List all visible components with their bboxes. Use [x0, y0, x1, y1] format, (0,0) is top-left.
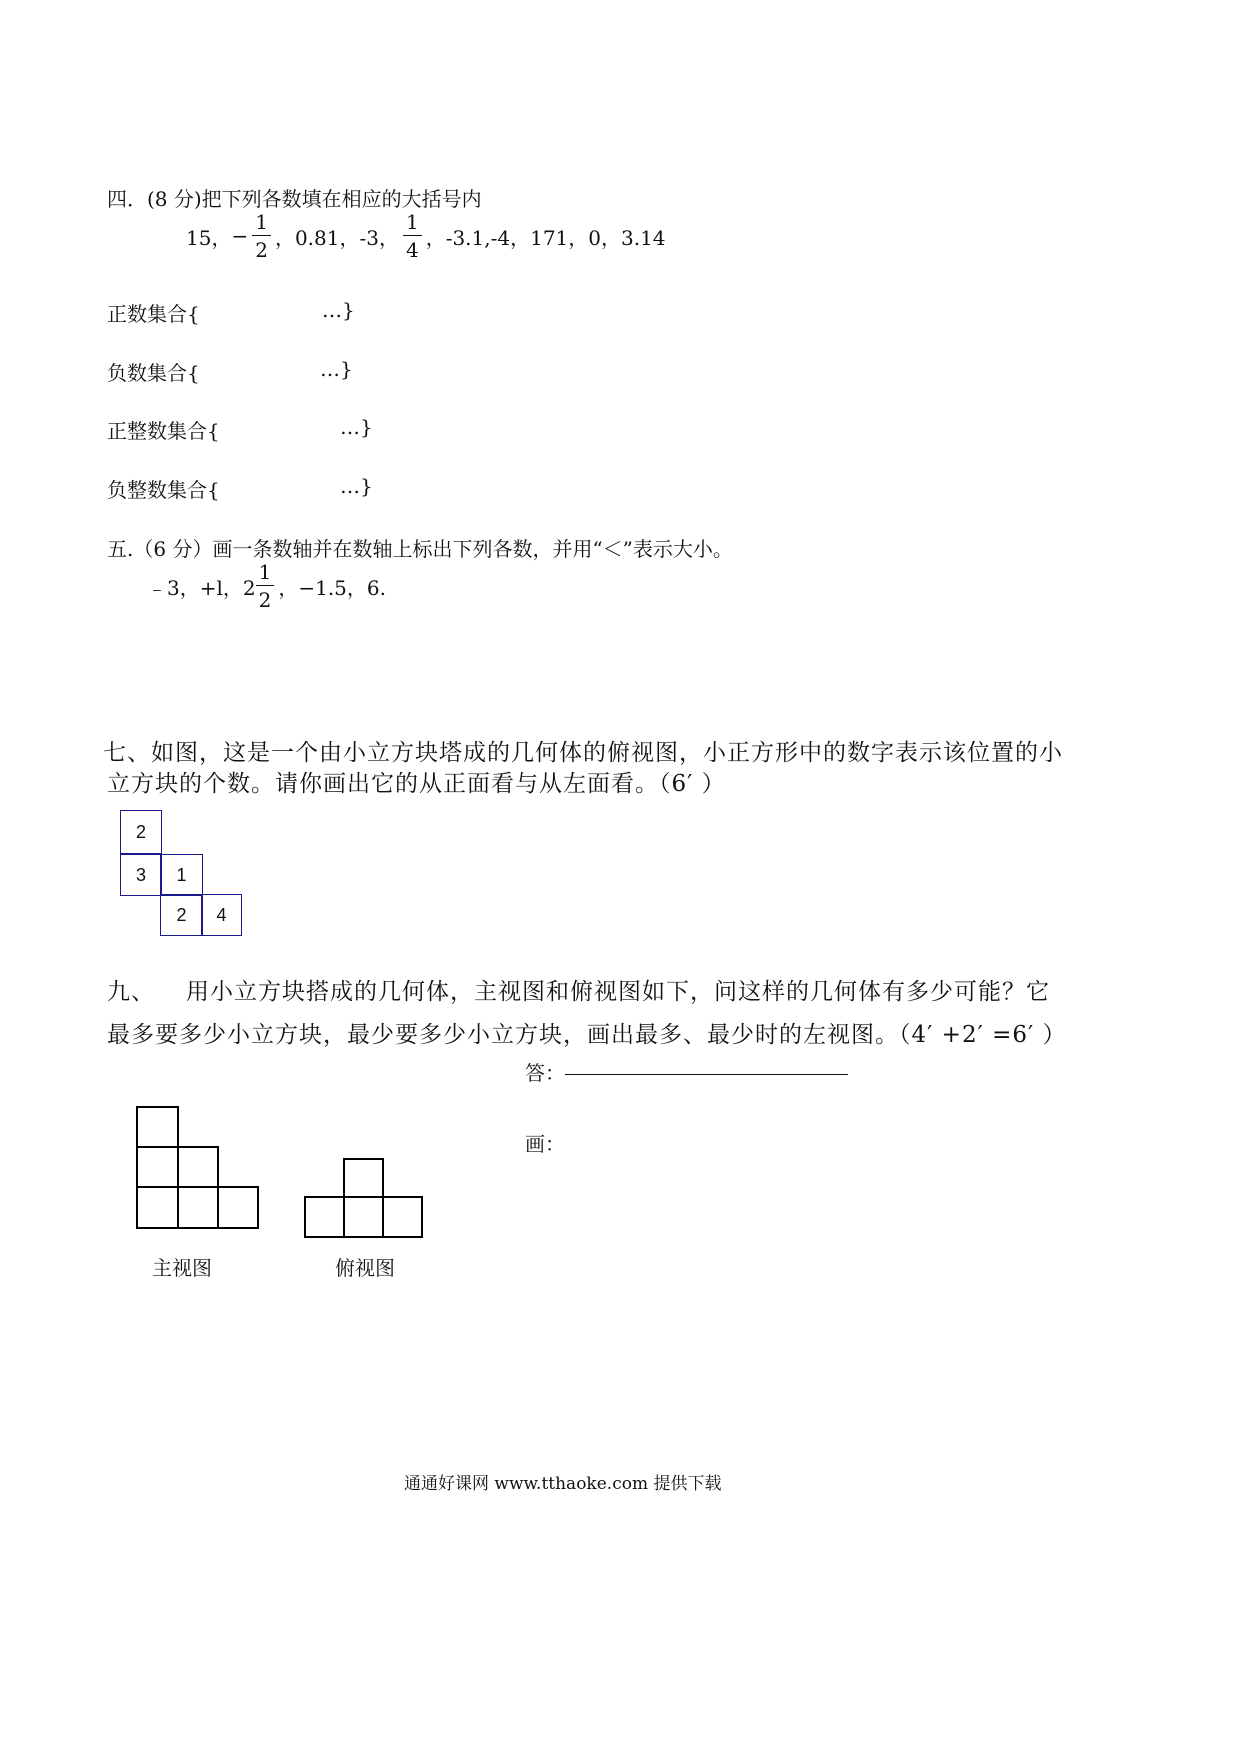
- q4-frac2-numerator: 1: [403, 212, 422, 236]
- front-view-cell: [136, 1146, 179, 1188]
- front-view-caption: 主视图: [152, 1258, 212, 1280]
- answer-line: [565, 1062, 848, 1075]
- q9-text-line2: 最多要多少小立方块，最少要多少小立方块，画出最多、最少时的左视图。（4′ +2′ =6′ ）: [107, 1022, 1067, 1048]
- page-footer: 通通好课网 www.tthaoke.com 提供下载: [404, 1474, 722, 1494]
- top-view-cell: [343, 1196, 384, 1238]
- q4-num-b: ，0.81，-3，: [274, 225, 399, 250]
- top-view-cell: [343, 1158, 384, 1198]
- q7-grid-cell: 1: [160, 854, 203, 896]
- q5-frac-denominator: 2: [258, 588, 272, 612]
- q7-grid-cell: 2: [120, 810, 162, 854]
- q7-grid-cell: 3: [120, 854, 162, 896]
- q4-number-list: [186, 212, 666, 260]
- q4-neg-sign: −: [231, 224, 249, 248]
- q4-num-a: 15，: [186, 225, 232, 250]
- q5-num-a: ﹣3，+l，2: [147, 575, 256, 600]
- q4-frac2-denominator: 4: [405, 238, 419, 262]
- q5-number-list: [147, 562, 386, 610]
- q7-grid-cell: 2: [160, 894, 203, 936]
- q4-title: 四．(8 分)把下列各数填在相应的大括号内: [107, 187, 482, 211]
- set-negative-int-end: …}: [340, 474, 373, 498]
- answer-label: 答：: [525, 1061, 565, 1085]
- set-negative-int-label: 负整数集合{: [107, 478, 220, 502]
- q7-text-line1: 七、如图，这是一个由小立方块塔成的几何体的俯视图，小正方形中的数字表示该位置的小: [103, 740, 1063, 766]
- top-view-caption: 俯视图: [335, 1258, 395, 1280]
- top-view-cell: [304, 1196, 345, 1238]
- set-negative-end: …}: [320, 357, 353, 381]
- q9-number: 九、: [107, 979, 155, 1005]
- top-view-cell: [382, 1196, 423, 1238]
- q4-num-c: ，-3.1,-4，171，0，3.14: [425, 225, 666, 250]
- draw-label: 画：: [525, 1132, 565, 1156]
- set-positive-end: …}: [322, 298, 355, 322]
- q5-title: 五.（6 分）画一条数轴并在数轴上标出下列各数，并用“＜”表示大小。: [107, 537, 733, 561]
- set-positive-label: 正数集合{: [107, 302, 200, 326]
- q5-fraction-half: [256, 562, 275, 610]
- set-positive-int-end: …}: [340, 415, 373, 439]
- front-view-cell: [136, 1186, 179, 1229]
- front-view-cell: [217, 1186, 259, 1229]
- front-view-cell: [177, 1146, 219, 1188]
- q4-fraction-quarter: [403, 212, 422, 260]
- q7-grid-cell: 4: [201, 894, 242, 936]
- q4-frac1-denominator: 2: [255, 238, 268, 262]
- q7-text-line2: 立方块的个数。请你画出它的从正面看与从左面看。（6′ ）: [107, 771, 726, 797]
- front-view-cell: [177, 1186, 219, 1229]
- q5-frac-numerator: 1: [256, 562, 275, 586]
- q9-text-line1: 用小立方块搭成的几何体，主视图和俯视图如下，问这样的几何体有多少可能？它: [186, 979, 1050, 1005]
- set-positive-int-label: 正整数集合{: [107, 419, 220, 443]
- front-view-cell: [136, 1106, 179, 1148]
- q4-frac1-numerator: 1: [252, 212, 271, 236]
- q4-fraction-half: [252, 212, 271, 260]
- set-negative-label: 负数集合{: [107, 361, 200, 385]
- q5-num-b: ，−1.5，6.: [278, 575, 386, 600]
